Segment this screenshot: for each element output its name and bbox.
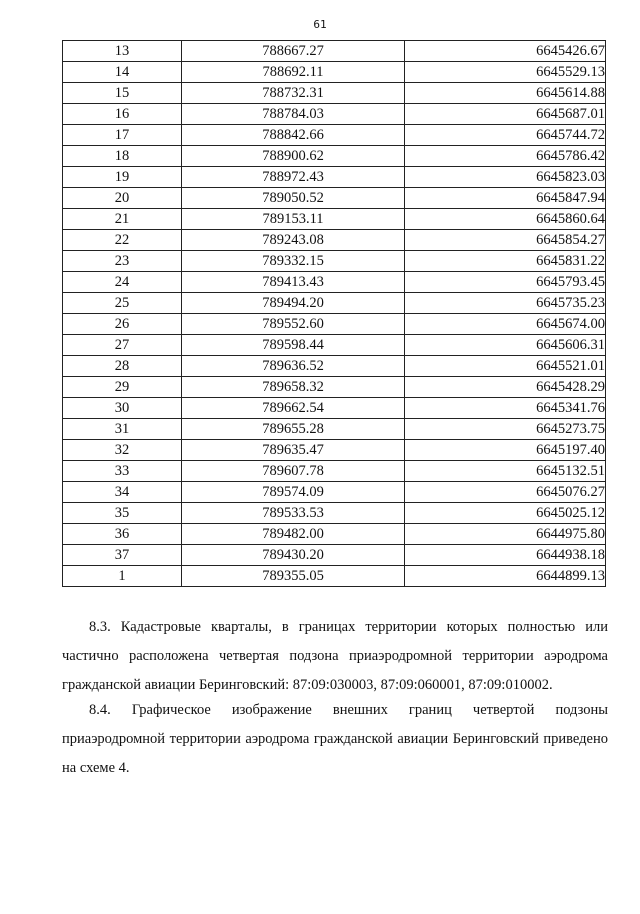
table-row (63, 251, 606, 272)
x-coordinate-cell: 789533.53 (182, 503, 405, 524)
y-coordinate-cell: 6645793.45 (405, 272, 606, 293)
point-number-cell: 18 (63, 146, 182, 167)
table-row (63, 566, 606, 587)
point-number-cell: 35 (63, 503, 182, 524)
y-coordinate-cell: 6645606.31 (405, 335, 606, 356)
x-coordinate-cell: 789355.05 (182, 566, 405, 587)
x-coordinate-cell: 789636.52 (182, 356, 405, 377)
table-row (63, 188, 606, 209)
table-row (63, 545, 606, 566)
point-number-cell: 1 (63, 566, 182, 587)
point-number-cell: 36 (63, 524, 182, 545)
y-coordinate-cell: 6644899.13 (405, 566, 606, 587)
y-coordinate-cell: 6645273.75 (405, 419, 606, 440)
table-row (63, 314, 606, 335)
point-number-cell: 20 (63, 188, 182, 209)
table-row (63, 41, 606, 62)
table-row (63, 503, 606, 524)
table-row (63, 440, 606, 461)
y-coordinate-cell: 6645687.01 (405, 104, 606, 125)
table-row (63, 356, 606, 377)
table-row (63, 398, 606, 419)
point-number-cell: 19 (63, 167, 182, 188)
y-coordinate-cell: 6645674.00 (405, 314, 606, 335)
point-number-cell: 13 (63, 41, 182, 62)
y-coordinate-cell: 6645614.88 (405, 83, 606, 104)
y-coordinate-cell: 6645786.42 (405, 146, 606, 167)
x-coordinate-cell: 789574.09 (182, 482, 405, 503)
table-row (63, 524, 606, 545)
x-coordinate-cell: 789332.15 (182, 251, 405, 272)
y-coordinate-cell: 6644938.18 (405, 545, 606, 566)
point-number-cell: 15 (63, 83, 182, 104)
x-coordinate-cell: 789658.32 (182, 377, 405, 398)
x-coordinate-cell: 788842.66 (182, 125, 405, 146)
x-coordinate-cell: 788667.27 (182, 41, 405, 62)
table-row (63, 125, 606, 146)
table-row (63, 83, 606, 104)
y-coordinate-cell: 6645823.03 (405, 167, 606, 188)
point-number-cell: 31 (63, 419, 182, 440)
table-row (63, 167, 606, 188)
y-coordinate-cell: 6645197.40 (405, 440, 606, 461)
x-coordinate-cell: 788900.62 (182, 146, 405, 167)
table-row (63, 377, 606, 398)
y-coordinate-cell: 6645529.13 (405, 62, 606, 83)
point-number-cell: 28 (63, 356, 182, 377)
table-row (63, 461, 606, 482)
point-number-cell: 16 (63, 104, 182, 125)
x-coordinate-cell: 789635.47 (182, 440, 405, 461)
table-row (63, 335, 606, 356)
y-coordinate-cell: 6645521.01 (405, 356, 606, 377)
point-number-cell: 25 (63, 293, 182, 314)
coordinates-table (62, 40, 606, 587)
coordinates-table-body (63, 41, 606, 587)
point-number-cell: 34 (63, 482, 182, 503)
point-number-cell: 14 (63, 62, 182, 83)
x-coordinate-cell: 788692.11 (182, 62, 405, 83)
y-coordinate-cell: 6645854.27 (405, 230, 606, 251)
y-coordinate-cell: 6645428.29 (405, 377, 606, 398)
table-row (63, 209, 606, 230)
table-row (63, 482, 606, 503)
x-coordinate-cell: 789655.28 (182, 419, 405, 440)
table-row (63, 146, 606, 167)
x-coordinate-cell: 789050.52 (182, 188, 405, 209)
y-coordinate-cell: 6645426.67 (405, 41, 606, 62)
x-coordinate-cell: 788972.43 (182, 167, 405, 188)
y-coordinate-cell: 6645132.51 (405, 461, 606, 482)
y-coordinate-cell: 6644975.80 (405, 524, 606, 545)
table-row (63, 272, 606, 293)
x-coordinate-cell: 789482.00 (182, 524, 405, 545)
table-row (63, 419, 606, 440)
y-coordinate-cell: 6645735.23 (405, 293, 606, 314)
x-coordinate-cell: 789598.44 (182, 335, 405, 356)
point-number-cell: 37 (63, 545, 182, 566)
point-number-cell: 27 (63, 335, 182, 356)
x-coordinate-cell: 789552.60 (182, 314, 405, 335)
y-coordinate-cell: 6645076.27 (405, 482, 606, 503)
x-coordinate-cell: 788732.31 (182, 83, 405, 104)
paragraph-8-3: 8.3. Кадастровые кварталы, в границах территории которых полностью или частично расположена четвертая подзона приаэродромной территории аэродрома гражданской авиации Беринговский: 87:09:030003, 87:09:060001, 87:09:010002. (62, 619, 608, 693)
point-number-cell: 22 (63, 230, 182, 251)
x-coordinate-cell: 789607.78 (182, 461, 405, 482)
paragraph-8-4: 8.4. Графическое изображение внешних границ четвертой подзоны приаэродромной территории аэродрома гражданской авиации Беринговский приведено на схеме 4. (62, 702, 608, 776)
point-number-cell: 33 (63, 461, 182, 482)
point-number-cell: 32 (63, 440, 182, 461)
y-coordinate-cell: 6645744.72 (405, 125, 606, 146)
point-number-cell: 17 (63, 125, 182, 146)
x-coordinate-cell: 789430.20 (182, 545, 405, 566)
y-coordinate-cell: 6645341.76 (405, 398, 606, 419)
y-coordinate-cell: 6645860.64 (405, 209, 606, 230)
point-number-cell: 29 (63, 377, 182, 398)
point-number-cell: 23 (63, 251, 182, 272)
point-number-cell: 30 (63, 398, 182, 419)
x-coordinate-cell: 789243.08 (182, 230, 405, 251)
y-coordinate-cell: 6645831.22 (405, 251, 606, 272)
table-row (63, 293, 606, 314)
y-coordinate-cell: 6645025.12 (405, 503, 606, 524)
table-row (63, 230, 606, 251)
x-coordinate-cell: 789413.43 (182, 272, 405, 293)
y-coordinate-cell: 6645847.94 (405, 188, 606, 209)
x-coordinate-cell: 788784.03 (182, 104, 405, 125)
point-number-cell: 26 (63, 314, 182, 335)
point-number-cell: 24 (63, 272, 182, 293)
page-number: 61 (313, 18, 327, 31)
x-coordinate-cell: 789153.11 (182, 209, 405, 230)
x-coordinate-cell: 789494.20 (182, 293, 405, 314)
table-row (63, 62, 606, 83)
table-row (63, 104, 606, 125)
point-number-cell: 21 (63, 209, 182, 230)
x-coordinate-cell: 789662.54 (182, 398, 405, 419)
